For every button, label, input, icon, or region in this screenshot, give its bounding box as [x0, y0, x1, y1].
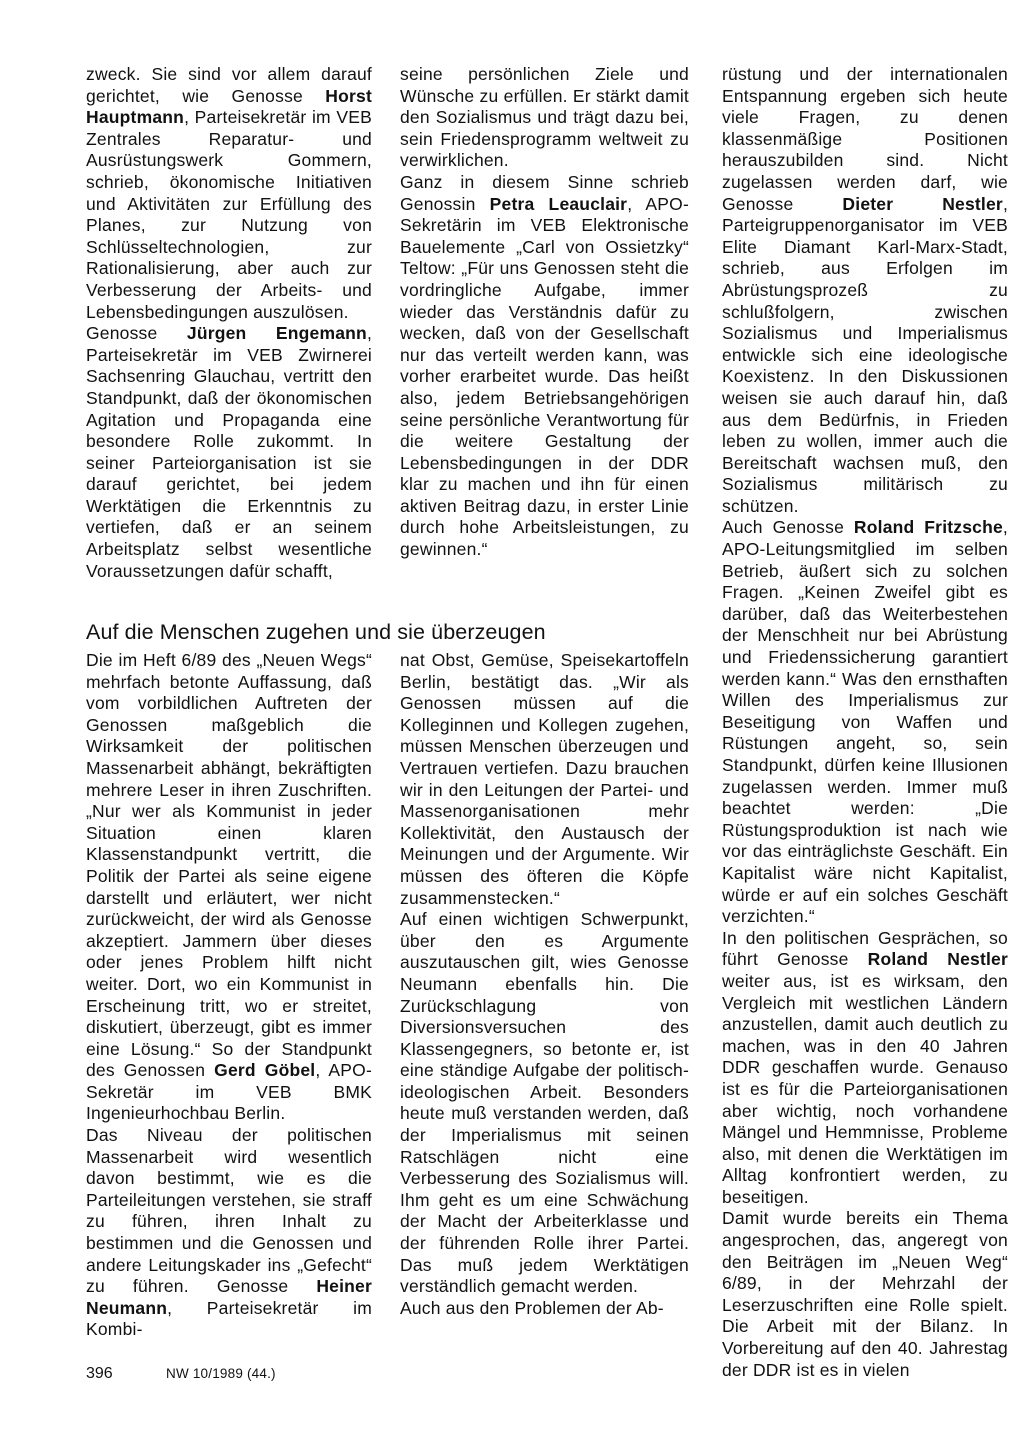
section-heading: Auf die Menschen zugehen und sie überzeugen — [86, 619, 546, 644]
paragraph — [86, 650, 372, 1125]
text-column-2 — [400, 64, 689, 561]
text-run: Die im Heft 6/89 des „Neuen Wegs“ mehrfach betonte Auffassung, daß vom vorbildlichen Auftreten der Genossen maßgeblich die Wirksamkeit der politischen Massenarbeit abhängt, bekräftigten mehrere Leser in ihren Zuschriften. „Nur wer als Kommunist in jeder Situation einen klaren Klassenstandpunkt vertritt, die Politik der Partei als seine eigene darstellt und erläutert, wer nicht zurückweicht, der wird als Genosse akzeptiert. Jammern über dieses oder jenes Problem hilft nicht weiter. Dort, wo ein Kommunist in Erscheinung tritt, wo er streitet, diskutiert, überzeugt, gibt es immer eine Lösung.“ So der Standpunkt des Genossen — [86, 650, 372, 1081]
text-column-5 — [400, 650, 689, 1319]
text-run: , Parteigruppenorganisator im VEB Elite Diamant Karl-Marx-Stadt, schrieb, aus Erfolgen im Abrüstungsprozeß zu schlußfolgern, zwischen Sozialismus und Imperialismus entwickle sich eine ideologische Koexistenz. In den Diskussionen weisen sie auch darauf hin, daß aus dem Bedürfnis, in Frieden leben zu wollen, immer auch die Bereitschaft wachsen muß, den Sozialismus militärisch zu schützen. — [722, 193, 1008, 516]
paragraph: Damit wurde bereits ein Thema angesprochen, das, angeregt von den Beiträgen im „Neuen Weg“ 6/89, in der Mehrzahl der Leserzuschriften eine Rolle spielt. Die Arbeit mit der Bilanz. In Vorbereitung auf den 40. Jahrestag der DDR ist es in vielen — [722, 1208, 1008, 1380]
text-run: rüstung und der internationalen Entspannung ergeben sich heute viele Fragen, zu denen klassenmäßige Positionen herauszubilden sind. Nicht zugelassen werden darf, wie Genosse — [722, 64, 1008, 214]
text-run: Genosse — [86, 323, 187, 344]
paragraph — [86, 1125, 372, 1341]
text-run: Auch Genosse — [722, 517, 854, 538]
paragraph: seine persönlichen Ziele und Wünsche zu erfüllen. Er stärkt damit den Sozialismus und trägt dazu bei, sein Friedensprogramm weltweit zu verwirklichen. — [400, 64, 689, 171]
person-name: Heiner Neumann — [86, 1276, 372, 1318]
paragraph — [400, 172, 689, 561]
text-run: , Parteisekretär im VEB Zentrales Reparatur- und Ausrüstungswerk Gommern, schrieb, ökonomische Initiativen und Aktivitäten zur Erfüllung des Planes, zur Nutzung von Schlüsseltechnologien, zur Rationalisierung, aber auch zur Verbesserung der Arbeits- und Lebensbedingungen auszulösen. — [86, 107, 372, 322]
text-run: weiter aus, ist es wirksam, den Vergleich mit westlichen Ländern anzustellen, damit auch deutlich zu machen, was in den 40 Jahren DDR geschaffen wurde. Genauso ist es für die Parteiorganisationen aber wichtig, noch vorhandene Mängel und Hemmnisse, Probleme also, mit denen die Werktätigen im Alltag konfrontiert werden, zu beseitigen. — [722, 970, 1008, 1207]
person-name: Roland Fritzsche — [853, 517, 1003, 538]
text-run: In den politischen Gesprächen, so führt Genosse — [722, 927, 1008, 970]
issue-reference: NW 10/1989 (44.) — [166, 1366, 276, 1381]
paragraph: Auf einen wichtigen Schwerpunkt, über den es Argumente auszutauschen gilt, wies Genosse Neumann ebenfalls hin. Die Zurückschlagung von Diversionsversuchen des Klassengegners, so betonte er, ist eine ständige Aufgabe der politisch-ideologischen Arbeit. Besonders heute muß verstanden werden, daß der Imperialismus mit seinen Ratschlägen nicht eine Verbesserung des Sozialismus will. Ihm geht es um eine Schwächung der Macht der Arbeiterklasse und der führenden Rolle ihrer Partei. Das muß jedem Werktätigen verständlich gemacht werden. — [400, 909, 689, 1297]
paragraph — [722, 928, 1008, 1209]
person-name: Petra Leauclair — [489, 193, 628, 214]
paragraph — [86, 323, 372, 582]
text-run: , Parteisekretär im VEB Zwirnerei Sachsenring Glauchau, vertritt den Standpunkt, daß der ökonomischen Agitation und Propaganda eine besondere Rolle zukommt. In seiner Parteiorganisation ist sie darauf gerichtet, bei jedem Werktätigen die Erkenntnis zu vertiefen, daß er an seinem Arbeitsplatz selbst wesentliche Voraussetzungen dafür schafft, — [86, 323, 372, 581]
text-column-3 — [722, 64, 1008, 1381]
paragraph — [722, 64, 1008, 517]
page-number: 396 — [86, 1365, 113, 1382]
text-run: , APO-Sekretärin im VEB Elektronische Bauelemente „Carl von Ossietzky“ Teltow: „Für uns Genossen steht die vordringliche Aufgabe, immer wieder das Verständnis dafür zu wecken, daß von der Gesellschaft nur das verteilt werden kann, was vorher erarbeitet wurde. Das heißt also, jedem Betriebsangehörigen seine persönliche Verantwortung für die weitere Gestaltung der Lebensbedingungen in der DDR klar zu machen und ihn für einen aktiven Beitrag dazu, in erster Linie durch hohe Arbeitsleistungen, zu gewinnen.“ — [400, 193, 690, 560]
text-run: Das Niveau der politischen Massenarbeit wird wesentlich davon bestimmt, wie es die Parteileitungen verstehen, sie straff zu führen, ihren Inhalt zu bestimmen und die Genossen und andere Leitungskader ins „Gefecht“ zu führen. Genosse — [86, 1125, 372, 1297]
text-run: , APO-Sekretär im VEB BMK Ingenieurhochbau Berlin. — [86, 1060, 372, 1124]
paragraph: nat Obst, Gemüse, Speisekartoffeln Berlin, bestätigt das. „Wir als Genossen müssen auf die Kolleginnen und Kollegen zugehen, müssen Menschen überzeugen und Vertrauen vertiefen. Dazu brauchen wir in den Leitungen der Partei- und Massenorganisationen mehr Kollektivität, den Austausch der Meinungen und der Argumente. Wir müssen des öfteren die Köpfe zusammenstecken.“ — [400, 650, 689, 908]
text-run: zweck. Sie sind vor allem darauf gerichtet, wie Genosse — [86, 64, 372, 106]
person-name: Roland Nestler — [867, 949, 1008, 970]
person-name: Horst Hauptmann — [86, 85, 372, 128]
text-column-1 — [86, 64, 372, 582]
person-name: Jürgen Engemann — [186, 323, 367, 344]
text-column-4 — [86, 650, 372, 1341]
person-name: Dieter Nestler — [842, 193, 1003, 214]
text-run: , APO-Leitungsmitglied im selben Betrieb, äußert sich zu solchen Fragen. „Keinen Zweifel gibt es darüber, daß das Weiterbestehen der Menschheit nur bei Abrüstung und Friedenssicherung garantiert werden kann.“ Was den ernsthaften Willen des Imperialismus zur Beseitigung von Waffen und Rüstungen angeht, so, sein Standpunkt, dürfen keine Illusionen zugelassen werden. Immer muß beachtet werden: „Die Rüstungsproduktion ist nach wie vor das einträglichste Geschäft. Ein Kapitalist wäre nicht Kapitalist, würde er auf ein solches Geschäft verzichten.“ — [722, 517, 1008, 927]
paragraph: Auch aus den Problemen der Ab- — [400, 1297, 664, 1318]
person-name: Gerd Göbel — [214, 1060, 316, 1081]
text-run: , Parteisekretär im Kombi- — [86, 1297, 372, 1340]
paragraph — [722, 517, 1008, 927]
paragraph — [86, 64, 372, 323]
text-run: Ganz in diesem Sinne schrieb Genossin — [400, 171, 689, 214]
